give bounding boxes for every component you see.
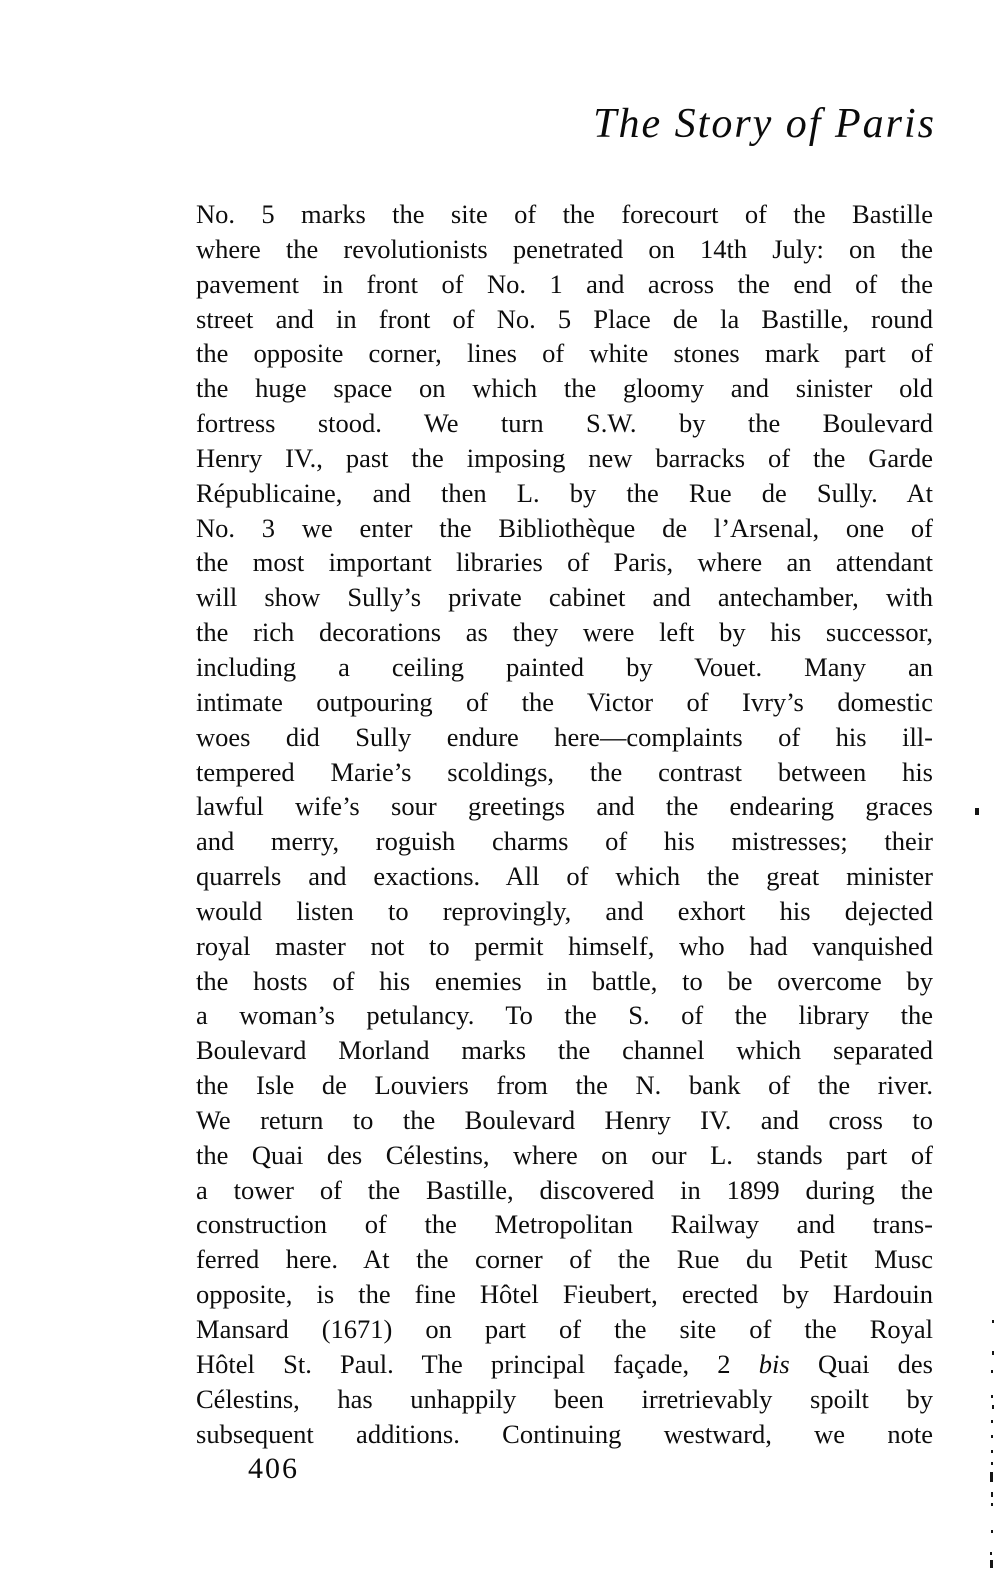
text-line: royal master not to permit himself, who had vanquished	[196, 930, 933, 961]
scan-artifact	[990, 1552, 992, 1555]
text-line: pavement in front of No. 1 and across the end of the	[196, 268, 933, 299]
scan-artifact	[990, 1560, 993, 1568]
scan-artifact	[991, 1462, 993, 1465]
scan-artifact	[991, 1435, 993, 1438]
scan-artifact	[990, 1472, 993, 1482]
scan-artifact	[991, 1450, 993, 1453]
text-line: a tower of the Bastille, discovered in 1899 during the	[196, 1174, 933, 1205]
text-line: quarrels and exactions. All of which the great minister	[196, 861, 933, 892]
scan-artifact	[991, 1395, 993, 1398]
scan-artifact	[991, 1530, 993, 1533]
text-segment-italic: bis	[758, 1348, 790, 1379]
text-line: opposite, is the fine Hôtel Fieubert, erected by Hardouin	[196, 1279, 933, 1310]
scan-artifact	[992, 1320, 994, 1323]
text-line: including a ceiling painted by Vouet. Many an	[196, 651, 933, 682]
scan-artifact	[992, 1405, 994, 1409]
page-text	[196, 197, 933, 1451]
text-line: Célestins, has unhappily been irretrievably spoilt by	[196, 1383, 933, 1414]
text-line: lawful wife’s sour greetings and the endearing graces	[196, 791, 933, 822]
text-segment: Quai des	[789, 1348, 933, 1379]
text-line	[196, 1347, 933, 1382]
text-line: fortress stood. We turn S.W. by the Boulevard	[196, 408, 933, 439]
text-line: the most important libraries of Paris, where an attendant	[196, 547, 933, 578]
text-line: where the revolutionists penetrated on 14th July: on the	[196, 233, 933, 264]
text-line: Mansard (1671) on part of the site of the Royal	[196, 1314, 933, 1344]
page-number: 406	[248, 1452, 299, 1485]
text-segment: Hôtel St. Paul. The principal façade, 2	[196, 1348, 759, 1379]
scan-artifact	[991, 1420, 993, 1423]
text-line: the Isle de Louviers from the N. bank of the river.	[196, 1070, 933, 1101]
text-line: tempered Marie’s scoldings, the contrast between his	[196, 756, 933, 787]
text-line: intimate outpouring of the Victor of Ivry’s domestic	[196, 686, 933, 717]
text-line: the opposite corner, lines of white stones mark part of	[196, 338, 933, 369]
text-line: a woman’s petulancy. To the S. of the library the	[196, 1000, 933, 1031]
text-line: construction of the Metropolitan Railway and trans-	[196, 1209, 933, 1240]
text-line: No. 5 marks the site of the forecourt of the Bastille	[196, 199, 933, 229]
scan-artifact	[992, 1351, 994, 1355]
text-line: Républicaine, and then L. by the Rue de Sully. At	[196, 477, 933, 508]
text-line: Boulevard Morland marks the channel which separated	[196, 1035, 933, 1066]
text-line: the rich decorations as they were left by his successor,	[196, 617, 933, 648]
text-line: would listen to reprovingly, and exhort his dejected	[196, 895, 933, 926]
running-header: The Story of Paris	[593, 101, 936, 147]
text-line: woes did Sully endure here—complaints of his ill-	[196, 721, 933, 752]
text-line: No. 3 we enter the Bibliothèque de l’Arsenal, one of	[196, 512, 933, 543]
text-line: Henry IV., past the imposing new barracks of the Garde	[196, 442, 933, 473]
text-line: the huge space on which the gloomy and sinister old	[196, 373, 933, 404]
scan-artifact	[975, 808, 979, 815]
text-line: street and in front of No. 5 Place de la Bastille, round	[196, 303, 933, 334]
scan-artifact	[991, 1370, 993, 1373]
scan-artifact	[991, 1503, 993, 1506]
text-line: ferred here. At the corner of the Rue du Petit Musc	[196, 1244, 933, 1275]
text-line: We return to the Boulevard Henry IV. and cross to	[196, 1104, 933, 1135]
text-line: and merry, roguish charms of his mistresses; their	[196, 826, 933, 857]
text-line: subsequent additions. Continuing westward, we note	[196, 1418, 933, 1449]
scan-artifact	[991, 1492, 993, 1497]
text-line: the hosts of his enemies in battle, to be overcome by	[196, 965, 933, 996]
text-line: the Quai des Célestins, where on our L. stands part of	[196, 1139, 933, 1170]
text-line: will show Sully’s private cabinet and antechamber, with	[196, 582, 933, 613]
